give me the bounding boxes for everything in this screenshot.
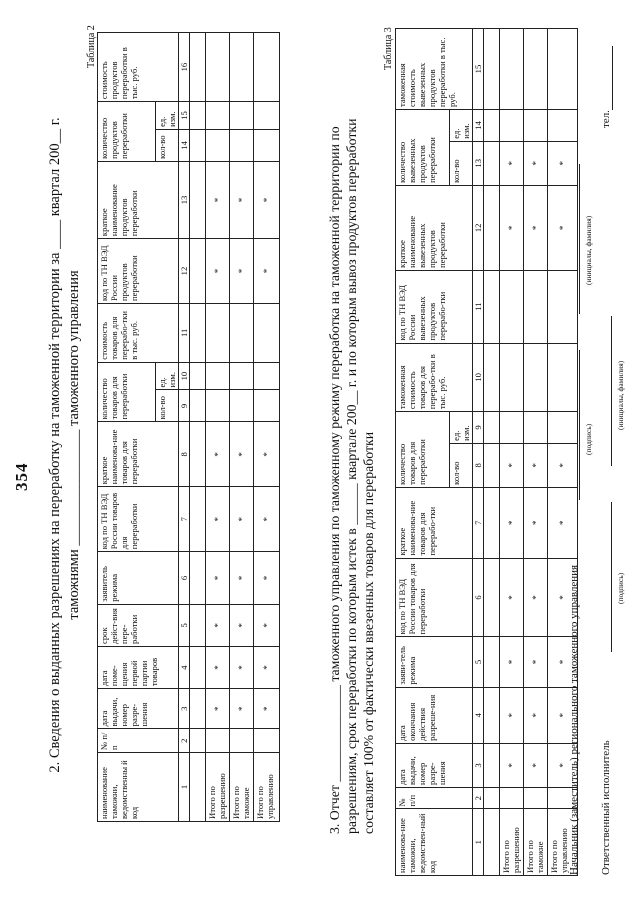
t2-col-number: 14 bbox=[179, 129, 190, 161]
star-mark: * bbox=[500, 443, 524, 487]
table3 bbox=[395, 28, 578, 876]
star-mark: * bbox=[500, 558, 524, 637]
table3-title-line1: 3. Отчет ______________ таможенного управления по таможенному режиму переработка на таможенной территории по bbox=[327, 126, 342, 834]
star-mark: * bbox=[254, 552, 280, 605]
t2-subheader: ед. изм. bbox=[156, 102, 179, 130]
star-mark: * bbox=[254, 646, 280, 688]
star-mark: * bbox=[548, 185, 578, 270]
t2-row-label: Итого по разрешению bbox=[206, 753, 230, 822]
t2-col-number: 15 bbox=[179, 102, 190, 130]
star-mark: * bbox=[500, 487, 524, 558]
star-mark: * bbox=[254, 161, 280, 238]
star-mark: * bbox=[254, 487, 280, 552]
t2-header: код по ТН ВЭД России продуктов переработки bbox=[98, 239, 179, 304]
t2-total-row bbox=[230, 33, 254, 822]
t3-row-label: Итого по управлению bbox=[548, 809, 578, 876]
executor-signature-line bbox=[599, 317, 612, 653]
t2-header: код по ТН ВЭД России товаров для переработки bbox=[98, 487, 179, 552]
t2-subheader: кол-во bbox=[156, 129, 179, 161]
t2-col-number: 13 bbox=[179, 161, 190, 238]
t2-header: дата выдачи, номер разре-шения bbox=[98, 689, 179, 729]
t2-header: № п/п bbox=[98, 729, 179, 753]
t3-header: дата окончания действия разреше-ния bbox=[396, 687, 473, 743]
t2-col-number: 5 bbox=[179, 604, 190, 646]
star-mark: * bbox=[524, 141, 548, 185]
t3-header: код по ТН ВЭД России товаров для переработки bbox=[396, 558, 473, 637]
t2-header: количество товаров для переработки bbox=[98, 362, 156, 422]
t3-col-number: 11 bbox=[473, 270, 484, 343]
star-mark: * bbox=[254, 422, 280, 487]
t3-header: таможенная стоимость товаров для перерабо-тки в тыс. руб. bbox=[396, 343, 473, 412]
t3-subheader: ед. изм. bbox=[450, 110, 473, 142]
star-mark: * bbox=[500, 743, 524, 787]
t3-col-number: 13 bbox=[473, 141, 484, 185]
star-mark: * bbox=[206, 646, 230, 688]
t3-col-number: 15 bbox=[473, 29, 484, 110]
t2-total-row bbox=[254, 33, 280, 822]
star-mark: * bbox=[254, 604, 280, 646]
t2-subheader: ед. изм. bbox=[156, 362, 179, 390]
star-mark: * bbox=[548, 443, 578, 487]
table2-label: Таблица 2 bbox=[86, 25, 97, 68]
t2-header: наименование таможни, ведомственны й код bbox=[98, 753, 179, 822]
star-mark: * bbox=[206, 487, 230, 552]
t3-header: краткое наименование вывезенных продуктов переработки bbox=[396, 185, 473, 270]
star-mark: * bbox=[548, 141, 578, 185]
t2-header: заявитель режима bbox=[98, 552, 179, 605]
t3-col-number: 7 bbox=[473, 487, 484, 558]
t3-total-row bbox=[500, 29, 524, 876]
t3-col-number: 5 bbox=[473, 637, 484, 687]
star-mark: * bbox=[524, 637, 548, 687]
table2-title bbox=[46, 100, 84, 790]
t3-col-number: 6 bbox=[473, 558, 484, 637]
star-mark: * bbox=[524, 558, 548, 637]
star-mark: * bbox=[206, 552, 230, 605]
t3-total-row bbox=[524, 29, 548, 876]
tel-field bbox=[600, 46, 613, 128]
executor-podpis-caption: (подпись) bbox=[616, 572, 625, 604]
t2-col-number: 10 bbox=[179, 362, 190, 390]
table2-title-line1: 2. Сведения о выданных разрешениях на переработку на таможенной территории за ____ квартал 200__ г. bbox=[47, 117, 63, 773]
chief-podpis-caption: (подпись) bbox=[584, 423, 593, 455]
star-mark: * bbox=[254, 239, 280, 304]
star-mark: * bbox=[206, 689, 230, 729]
t3-col-number: 8 bbox=[473, 443, 484, 487]
page-number: 354 bbox=[12, 462, 31, 491]
t2-cell bbox=[190, 753, 206, 822]
star-mark: * bbox=[230, 239, 254, 304]
t3-header: наименова-ние таможни, ведомствен-ный код bbox=[396, 809, 473, 876]
t2-header: краткое наименова-ние товаров для переработки bbox=[98, 422, 179, 487]
star-mark: * bbox=[230, 689, 254, 729]
t3-data-row bbox=[484, 29, 500, 876]
t3-col-number: 14 bbox=[473, 110, 484, 142]
t3-header: код по ТН ВЭД России вывезенных продуктов перерабо-тки bbox=[396, 270, 473, 343]
t3-header: количество товаров для переработки bbox=[396, 412, 450, 488]
t2-header: стоимость товаров для перерабо-тки в тыс. руб. bbox=[98, 303, 179, 362]
t2-number-row bbox=[179, 33, 190, 822]
star-mark: * bbox=[230, 161, 254, 238]
t2-header: дата поме-щения первой партии товаров bbox=[98, 646, 179, 688]
table3-title-line3: составляет 100% от фактически ввезенных товаров для переработки bbox=[361, 431, 376, 834]
t3-header: дата выдачи, номер разре-шения bbox=[396, 743, 473, 787]
t2-col-number: 8 bbox=[179, 422, 190, 487]
t2-col-number: 9 bbox=[179, 390, 190, 422]
t2-col-number: 3 bbox=[179, 689, 190, 729]
t3-header: № п/п bbox=[396, 787, 473, 809]
star-mark: * bbox=[548, 558, 578, 637]
star-mark: * bbox=[524, 743, 548, 787]
executor-initials-caption: (инициалы, фамилия) bbox=[616, 360, 625, 430]
t2-row-label: Итого по таможне bbox=[230, 753, 254, 822]
star-mark: * bbox=[230, 552, 254, 605]
t2-row-label: Итого по управлению bbox=[254, 753, 280, 822]
star-mark: * bbox=[500, 637, 524, 687]
t2-col-number: 11 bbox=[179, 303, 190, 362]
star-mark: * bbox=[548, 687, 578, 743]
t2-subheader: кол-во bbox=[156, 390, 179, 422]
table3-label: Таблица 3 bbox=[383, 27, 394, 70]
star-mark: * bbox=[230, 422, 254, 487]
executor-label: Ответственный исполнитель bbox=[600, 740, 612, 875]
t3-col-number: 12 bbox=[473, 185, 484, 270]
star-mark: * bbox=[548, 637, 578, 687]
star-mark: * bbox=[548, 487, 578, 558]
chief-initials-caption: (инициалы, фамилия) bbox=[584, 215, 593, 285]
t2-col-number: 2 bbox=[179, 729, 190, 753]
t2-col-number: 6 bbox=[179, 552, 190, 605]
t2-header: срок дейст-вия пере-работки bbox=[98, 604, 179, 646]
tel-label: тел. bbox=[600, 110, 612, 128]
star-mark: * bbox=[524, 487, 548, 558]
t2-col-number: 7 bbox=[179, 487, 190, 552]
t3-subheader: кол-во bbox=[450, 443, 473, 487]
star-mark: * bbox=[548, 743, 578, 787]
t2-header: стоимость продуктов переработки в тыс. руб. bbox=[98, 33, 179, 102]
t3-col-number: 1 bbox=[473, 809, 484, 876]
table2-title-line2: таможнями ________________ таможенного управления bbox=[66, 270, 82, 620]
table2 bbox=[97, 32, 280, 822]
t3-header: количество вывезенных продуктов переработки bbox=[396, 110, 450, 186]
t3-col-number: 9 bbox=[473, 412, 484, 444]
t2-header: краткое наименование продуктов переработки bbox=[98, 161, 179, 238]
star-mark: * bbox=[254, 689, 280, 729]
t3-cell bbox=[484, 809, 500, 876]
t3-subheader: ед. изм. bbox=[450, 412, 473, 444]
table3-title bbox=[326, 64, 377, 834]
t2-data-row bbox=[190, 33, 206, 822]
t3-col-number: 3 bbox=[473, 743, 484, 787]
star-mark: * bbox=[524, 687, 548, 743]
t2-total-row bbox=[206, 33, 230, 822]
t3-col-number: 4 bbox=[473, 687, 484, 743]
t2-col-number: 12 bbox=[179, 239, 190, 304]
t3-row-label: Итого по разрешению bbox=[500, 809, 524, 876]
star-mark: * bbox=[230, 604, 254, 646]
t2-header: количество продуктов переработки bbox=[98, 102, 156, 162]
t3-col-number: 10 bbox=[473, 343, 484, 412]
star-mark: * bbox=[206, 604, 230, 646]
t2-col-number: 4 bbox=[179, 646, 190, 688]
star-mark: * bbox=[524, 185, 548, 270]
chief-signature-label: Начальник (заместитель) регионального таможенного управления bbox=[568, 564, 580, 875]
star-mark: * bbox=[524, 443, 548, 487]
star-mark: * bbox=[500, 185, 524, 270]
t3-header: заяви-тель режима bbox=[396, 637, 473, 687]
star-mark: * bbox=[206, 422, 230, 487]
t3-number-row bbox=[473, 29, 484, 876]
star-mark: * bbox=[206, 239, 230, 304]
star-mark: * bbox=[230, 646, 254, 688]
t3-header: таможенная стоимость вывезенных продуктов переработки в тыс. руб. bbox=[396, 29, 473, 110]
t2-col-number: 1 bbox=[179, 753, 190, 822]
t3-subheader: кол-во bbox=[450, 141, 473, 185]
t2-col-number: 16 bbox=[179, 33, 190, 102]
chief-signature-line bbox=[567, 165, 580, 501]
t3-row-label: Итого по таможне bbox=[524, 809, 548, 876]
star-mark: * bbox=[500, 141, 524, 185]
star-mark: * bbox=[206, 161, 230, 238]
table3-title-line2: разрешениям, срок переработки по которым истек в ______ квартале 200__ г. и по которым вывоз продуктов переработки bbox=[344, 118, 359, 834]
star-mark: * bbox=[230, 487, 254, 552]
t3-col-number: 2 bbox=[473, 787, 484, 809]
star-mark: * bbox=[500, 687, 524, 743]
t3-header: краткое наименова-ние товаров для перерабо-тки bbox=[396, 487, 473, 558]
